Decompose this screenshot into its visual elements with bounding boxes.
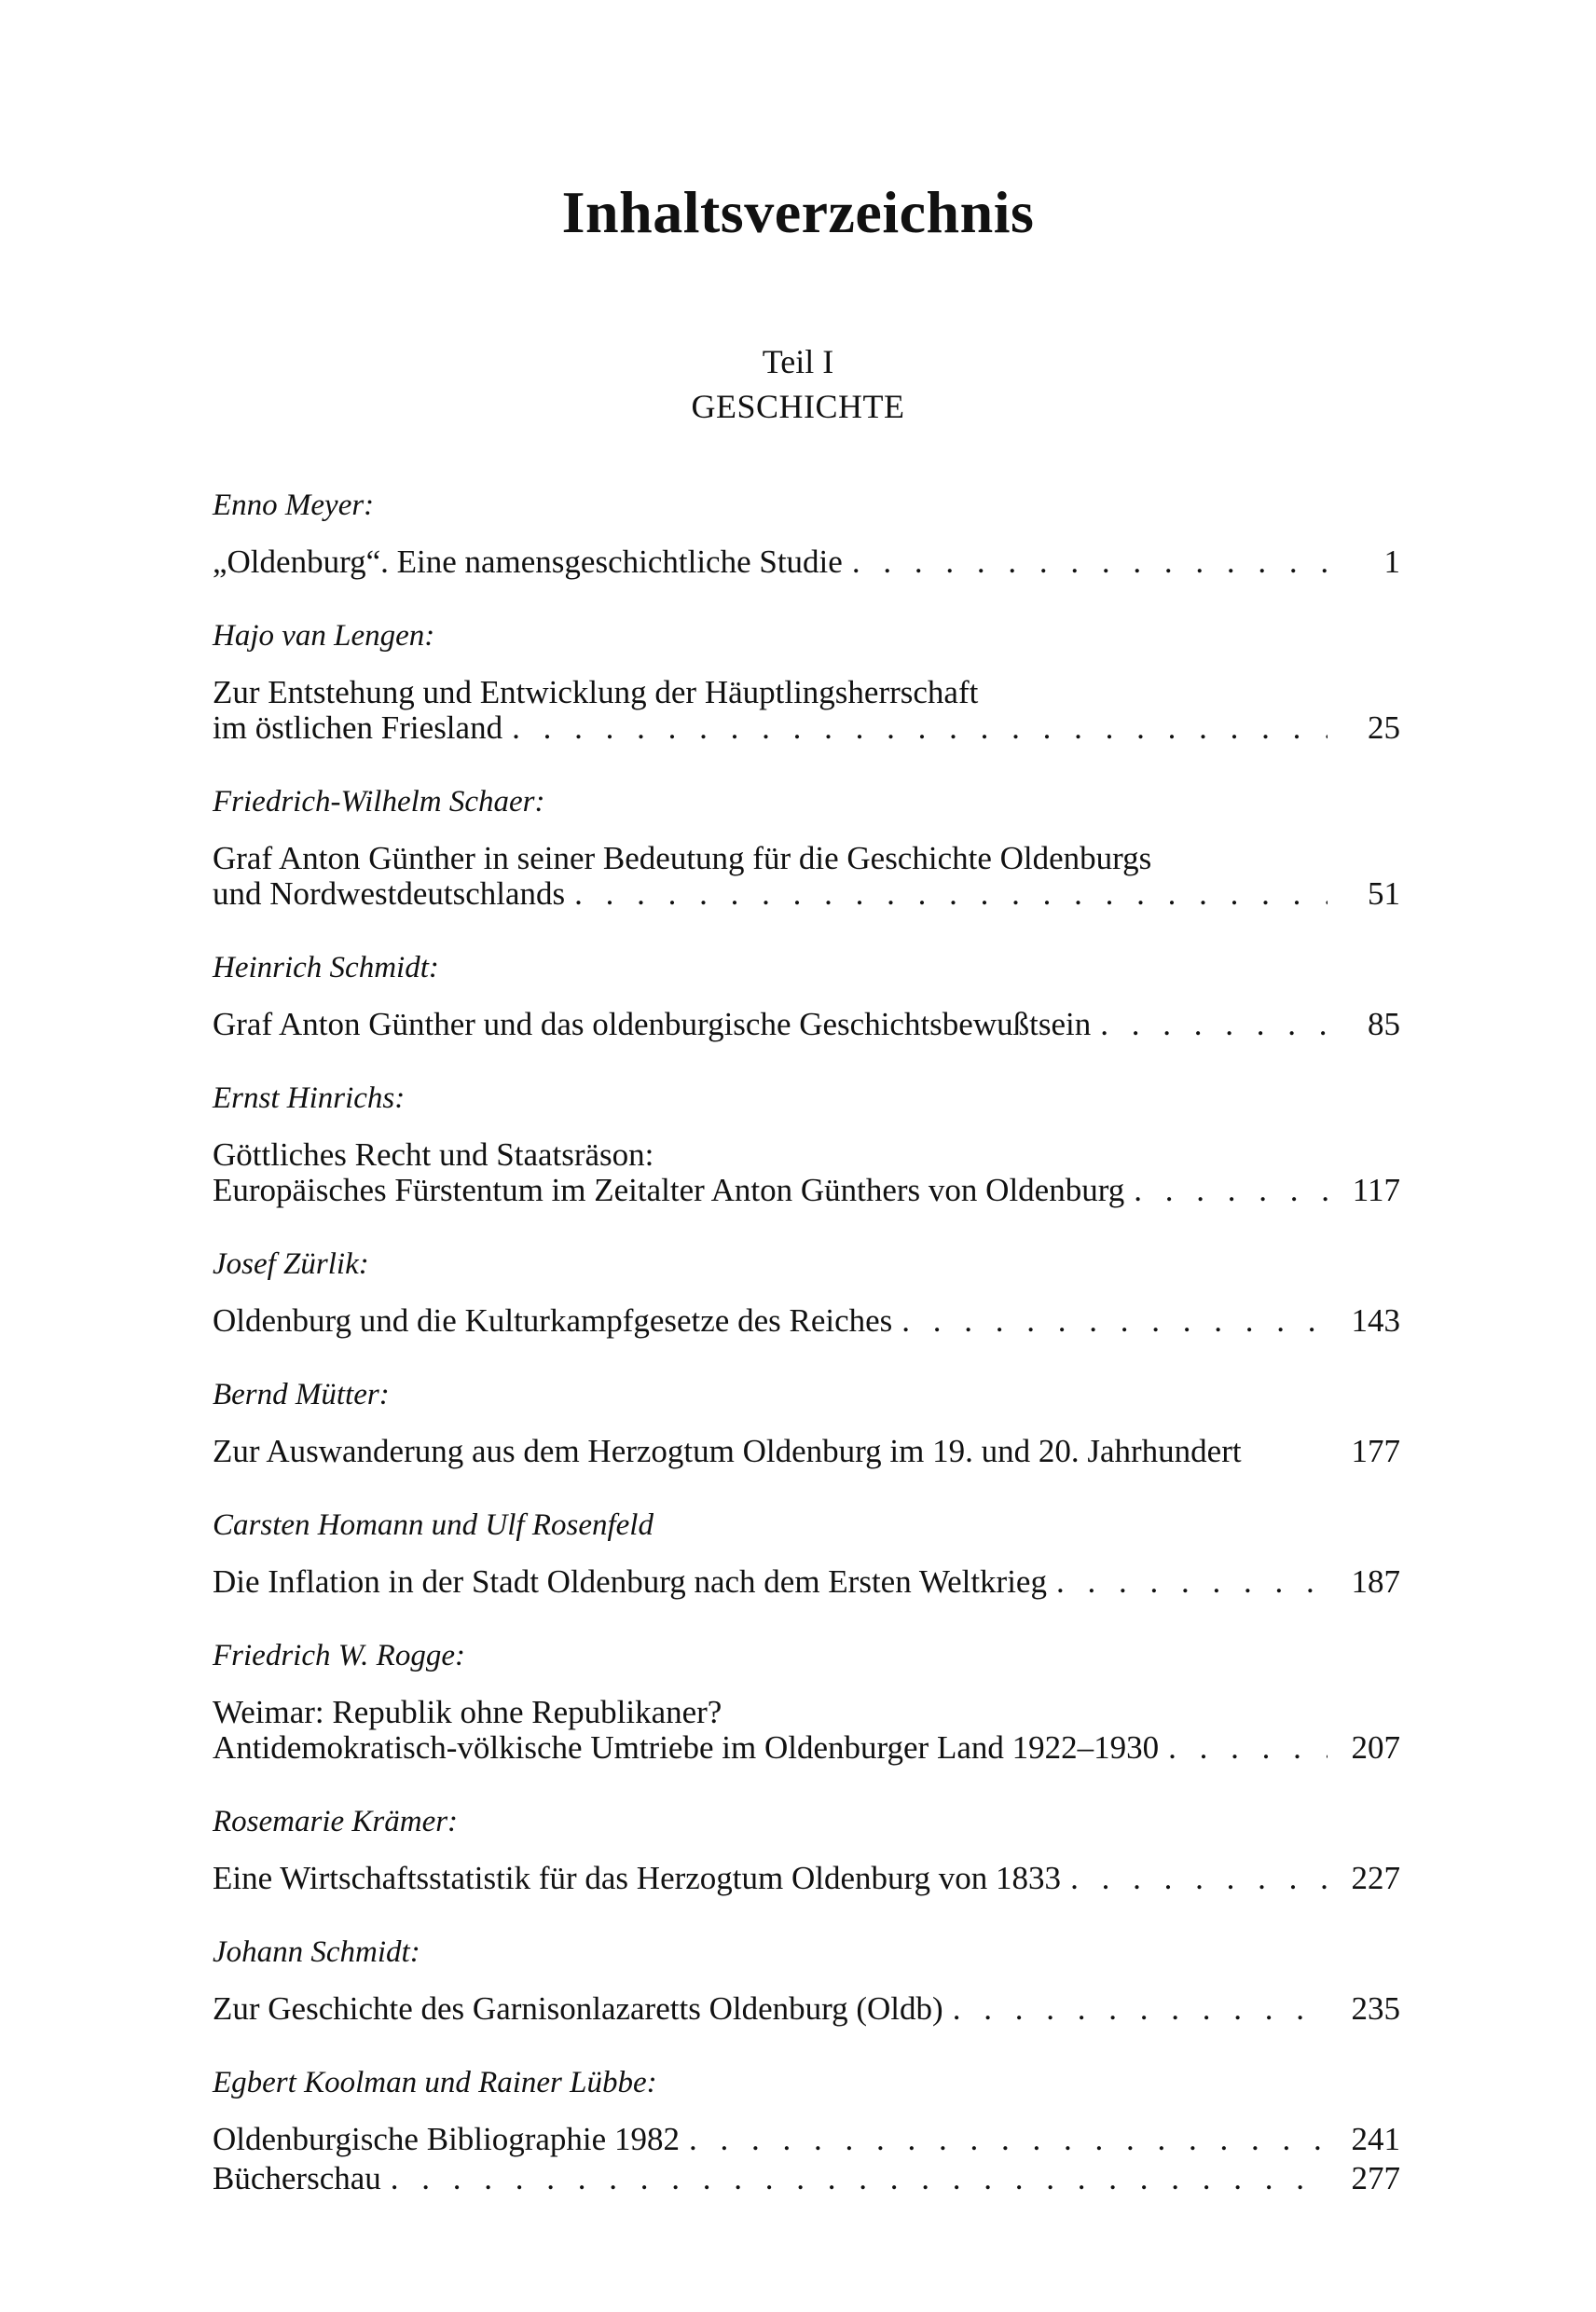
dot-leader [1070,1861,1328,1896]
entry-title-line [213,2122,1400,2157]
entry-title-continued: und Nordwestdeutschlands [213,875,566,912]
entry-title: Göttliches Recht und Staatsräson: [213,1137,654,1173]
toc-entry [213,2064,1400,2196]
entry-author: Egbert Koolman und Rainer Lübbe: [213,2066,657,2099]
entry-author: Friedrich-Wilhelm Schaer: [213,785,545,819]
entry-title: Bücherschau [213,2160,381,2196]
entry-page-number: 235 [1351,1990,1400,2027]
part-name: GESCHICHTE [691,388,905,425]
entry-title-line [213,1303,1400,1339]
toc-entry [213,1934,1400,2027]
entry-author: Johann Schmidt: [213,1935,420,1969]
entry-author: Bernd Mütter: [213,1378,390,1411]
entry-title-line [213,1434,1400,1469]
entry-page-number: 241 [1351,2121,1400,2157]
toc-entry [213,1376,1400,1469]
dot-leader [852,544,1328,580]
entry-title-line [213,1564,1400,1600]
entry-title: Oldenburg und die Kulturkampfgesetze des Reiches [213,1302,893,1339]
entry-title: Oldenburgische Bibliographie 1982 [213,2121,680,2157]
entry-title: Zur Entstehung und Entwicklung der Häuptlingsherrschaft [213,675,979,710]
toc-entry [213,1507,1400,1600]
toc-entry [213,949,1400,1042]
dot-leader [901,1303,1328,1339]
dot-leader [1134,1173,1328,1208]
entry-author: Enno Meyer: [213,489,375,522]
entry-title: Eine Wirtschaftsstatistik für das Herzogtum Oldenburg von 1833 [213,1860,1062,1896]
toc-entry [213,1080,1400,1208]
entry-page-number: 143 [1351,1302,1400,1339]
entry-title: Zur Geschichte des Garnisonlazaretts Oldenburg (Oldb) [213,1990,943,2027]
entry-page-number: 85 [1368,1006,1400,1042]
dot-leader [1056,1564,1328,1600]
entry-title-line [213,876,1400,912]
entry-page-number: 187 [1351,1563,1400,1600]
entry-author: Carsten Homann und Ulf Rosenfeld [213,1508,654,1542]
entry-title-line [213,2161,1400,2196]
entry-page-number: 25 [1368,709,1400,746]
dot-leader [391,2161,1328,2196]
entry-title-line [213,1730,1400,1766]
entry-page-number: 51 [1368,875,1400,912]
entry-title: „Oldenburg“. Eine namensgeschichtliche Studie [213,544,843,580]
entry-title: Zur Auswanderung aus dem Herzogtum Oldenburg im 19. und 20. Jahrhundert [213,1433,1242,1469]
entry-author: Rosemarie Krämer: [213,1805,459,1838]
entry-title-line [213,1861,1400,1896]
dot-leader [574,876,1328,912]
toc-entry [213,1245,1400,1339]
entry-author: Josef Zürlik: [213,1247,369,1281]
entry-title-continued: Antidemokratisch-völkische Umtriebe im Oldenburger Land 1922–1930 [213,1729,1160,1766]
entry-page-number: 1 [1383,544,1400,580]
entry-title: Graf Anton Günther und das oldenburgische Geschichtsbewußtsein [213,1006,1092,1042]
toc-entry [213,1637,1400,1766]
entry-title-line [213,544,1400,580]
table-of-contents [213,487,1400,2234]
entry-author: Hajo van Lengen: [213,619,435,653]
entry-page-number: 277 [1351,2160,1400,2196]
entry-title-line [213,1173,1400,1208]
dot-leader [512,710,1328,746]
entry-title-line [213,1991,1400,2027]
entry-title-line [213,710,1400,746]
entry-author: Friedrich W. Rogge: [213,1639,465,1672]
entry-title-continued: im östlichen Friesland [213,709,503,746]
entry-author: Ernst Hinrichs: [213,1081,406,1115]
toc-entry [213,1803,1400,1896]
entry-title-continued: Europäisches Fürstentum im Zeitalter Anton Günthers von Oldenburg [213,1172,1125,1208]
entry-page-number: 227 [1351,1860,1400,1896]
entry-title: Die Inflation in der Stadt Oldenburg nach dem Ersten Weltkrieg [213,1563,1047,1600]
dot-leader [953,1991,1328,2027]
page-title: Inhaltsverzeichnis [561,179,1035,245]
dot-leader [1168,1730,1328,1766]
dot-leader [1100,1007,1328,1042]
entry-author: Heinrich Schmidt: [213,951,439,984]
toc-entry [213,617,1400,746]
entry-page-number: 177 [1351,1433,1400,1469]
toc-entry [213,783,1400,912]
entry-title: Graf Anton Günther in seiner Bedeutung für die Geschichte Oldenburgs [213,841,1152,876]
toc-entry [213,487,1400,580]
entry-title-line [213,1007,1400,1042]
part-number: Teil I [762,343,834,380]
entry-title: Weimar: Republik ohne Republikaner? [213,1695,722,1730]
entry-page-number: 117 [1352,1172,1400,1208]
dot-leader [689,2122,1328,2157]
entry-page-number: 207 [1351,1729,1400,1766]
